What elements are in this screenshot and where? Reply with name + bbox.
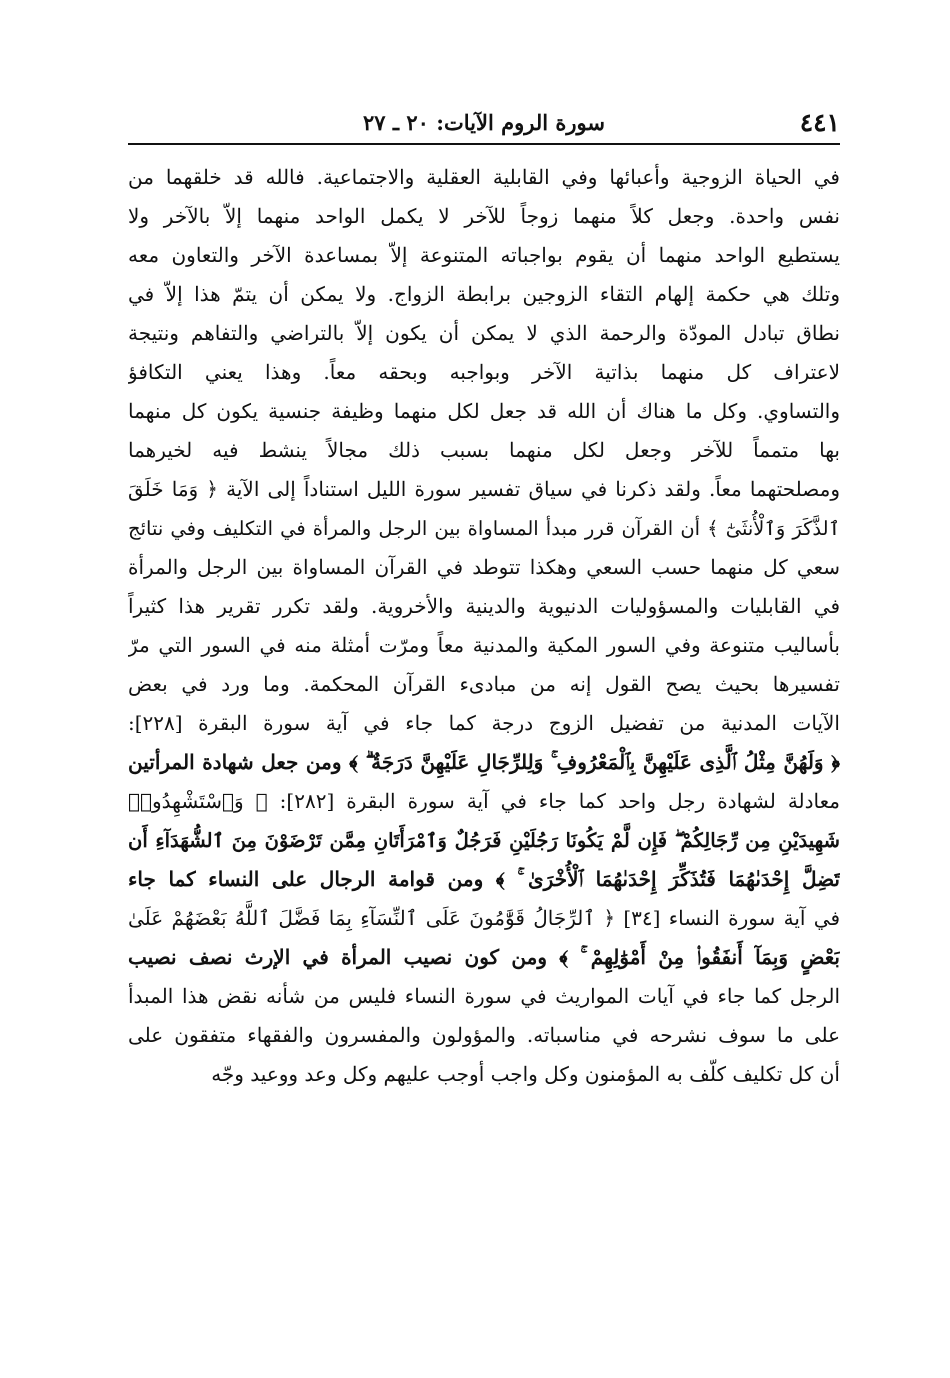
quran-verse-line: ﴿ وَلَهُنَّ مِثْلُ ٱلَّذِى عَلَيْهِنَّ بِٱلْمَعْرُوفِ ۚ وَلِلرِّجَالِ عَلَيْهِنَّ دَرَجَةٌ ۗ ﴾ ومن جعل شهادة المرأتين bbox=[128, 750, 840, 774]
text-line: نطاق تبادل المودّة والرحمة الذي لا يمكن أن يكون إلاّ بالتراضي والتفاهم ونتيجة bbox=[128, 321, 840, 345]
text-line: بها متمماً للآخر وجعل لكل منهما بسبب ذلك مجالاً ينشط فيه لخيرهما bbox=[128, 438, 840, 462]
text-line: لاعتراف كل منهما بذاتية الآخر وبواجبه وبحقه معاً. وهذا يعني التكافؤ bbox=[128, 360, 840, 384]
text-line: معادلة لشهادة رجل واحد كما جاء في آية سورة البقرة [٢٨٢]: ﴿ وَٱسْتَشْهِدُوا۟ bbox=[128, 789, 840, 813]
quran-verse-line: تَضِلَّ إِحْدَىٰهُمَا فَتُذَكِّرَ إِحْدَىٰهُمَا ٱلْأُخْرَىٰ ۚ ﴾ ومن قوامة الرجال على النساء كما جاء bbox=[128, 867, 840, 891]
page-header bbox=[128, 106, 840, 140]
text-line: تفسيرها بحيث يصح القول إنه من مبادىء القرآن المحكمة. وما ورد في بعض bbox=[128, 672, 840, 696]
text-line: في الحياة الزوجية وأعبائها وفي القابلية العقلية والاجتماعية. فالله قد خلقهما من bbox=[128, 165, 840, 189]
text-line: في القابليات والمسؤوليات الدنيوية والدينية والأخروية. ولقد تكرر تقرير هذا كثيراً bbox=[128, 594, 840, 618]
text-line: الآيات المدنية من تفضيل الزوج درجة كما جاء في آية سورة البقرة [٢٢٨]: bbox=[128, 711, 840, 735]
body-text bbox=[128, 158, 840, 1094]
running-title: سورة الروم الآيات: ٢٠ ـ ٢٧ bbox=[363, 110, 605, 135]
text-line: ٱلذَّكَرَ وَٱلْأُنثَىٰٓ ﴾ أن القرآن قرر مبدأ المساواة بين الرجل والمرأة في التكليف وفي نتائج bbox=[128, 517, 840, 540]
text-line: أن كل تكليف كلّف به المؤمنون وكل واجب أوجب عليهم وكل وعد ووعيد وجّه bbox=[211, 1062, 840, 1086]
text-line: بأساليب متنوعة وفي السور المكية والمدنية معاً ومرّت أمثلة منه في السور التي مرّ bbox=[128, 633, 840, 657]
text-line: على ما سوف نشرحه في مناسباته. والمؤولون والمفسرون والفقهاء متفقون على bbox=[128, 1023, 840, 1047]
page-number: ٤٤١ bbox=[799, 108, 840, 137]
header-divider bbox=[128, 143, 840, 145]
text-line: يستطيع الواحد منهما أن يقوم بواجباته المتنوعة إلاّ بمساعدة الآخر والتعاون معه bbox=[128, 243, 840, 267]
quran-verse-line: بَعْضٍ وَبِمَآ أَنفَقُوا۟ مِنْ أَمْوَٰلِهِمْ ۚ ﴾ ومن كون نصيب المرأة في الإرث نصف نصيب bbox=[128, 945, 840, 969]
quran-verse-line: شَهِيدَيْنِ مِن رِّجَالِكُمْ ۖ فَإِن لَّمْ يَكُونَا رَجُلَيْنِ فَرَجُلٌ وَٱمْرَأَتَانِ مِمَّن تَرْضَوْنَ مِنَ ٱلشُّهَدَآءِ أَن bbox=[128, 829, 840, 852]
text-line: نفس واحدة. وجعل كلاً منهما زوجاً للآخر لا يكمل الواحد منهما إلاّ بالآخر ولا bbox=[128, 204, 840, 228]
text-line: وتلك هي حكمة إلهام التقاء الزوجين برابطة الزواج. ولا يمكن أن يتمّ هذا إلاّ في bbox=[128, 282, 840, 306]
text-line: في آية سورة النساء [٣٤] ﴿ ٱلرِّجَالُ قَوَّٰمُونَ عَلَى ٱلنِّسَآءِ بِمَا فَضَّلَ ٱللَّهُ بَعْضَهُمْ عَلَىٰ bbox=[128, 906, 840, 930]
text-line: ومصلحتهما معاً. ولقد ذكرنا في سياق تفسير سورة الليل استناداً إلى الآية ﴿ وَمَا خَلَقَ bbox=[128, 477, 840, 501]
text-line: والتساوي. وكل ما هناك أن الله قد جعل لكل منهما وظيفة جنسية يكون كل منهما bbox=[128, 399, 840, 423]
text-line: الرجل كما جاء في آيات المواريث في سورة النساء فليس من شأنه نقض هذا المبدأ bbox=[128, 984, 840, 1008]
text-line: سعي كل منهما حسب السعي وهكذا تتوطد في القرآن المساواة بين الرجل والمرأة bbox=[128, 555, 840, 579]
